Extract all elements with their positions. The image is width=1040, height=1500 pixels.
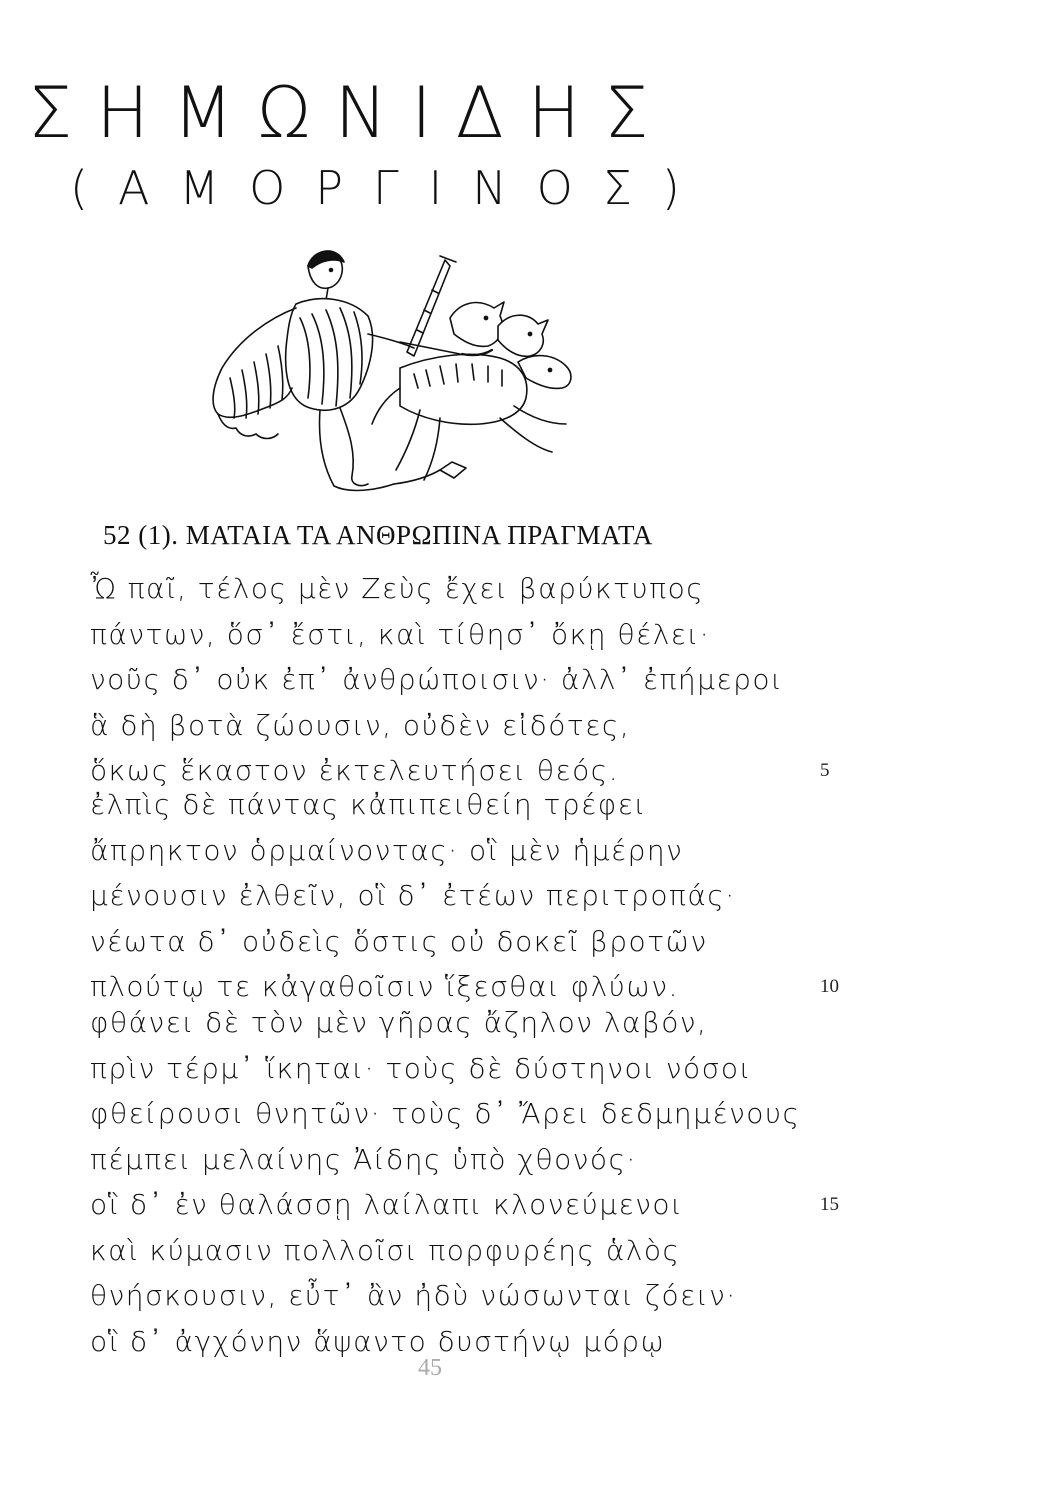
verse-text: πέμπει μελαίνης Ἀίδης ὑπὸ χθονός·: [90, 1142, 637, 1176]
author-subtitle: (ΑΜΟΡΓΙΝΟΣ): [70, 161, 710, 215]
verse-text: οἳ δ᾽ ἀγχόνην ἅψαντο δυστήνῳ μόρῳ: [90, 1324, 666, 1358]
verse-line: [90, 1182, 890, 1228]
verse-text: οἳ δ᾽ ἐν θαλάσσῃ λαίλαπι κλονεύμενοι: [90, 1188, 684, 1221]
verse-text: ὅκως ἕκαστον ἐκτελευτήσει θεός.: [90, 754, 620, 787]
verse-line: [90, 566, 890, 612]
stanza-3: [90, 1000, 890, 1364]
verse-text: ἄπρηκτον ὁρμαίνοντας· οἳ μὲν ἡμέρην: [90, 833, 684, 867]
stanza-2: [90, 782, 890, 1010]
verse-text: καὶ κύμασιν πολλοῖσι πορφυρέης ἁλὸς: [90, 1233, 681, 1267]
verse-text: νέωτα δ᾽ οὐδεὶς ὅστις οὐ δοκεῖ βροτῶν: [90, 924, 708, 958]
verse-text: φθάνει δὲ τὸν μὲν γῆρας ἄζηλον λαβόν,: [90, 1006, 708, 1039]
author-title: ΣΗΜΩΝΙΔΗΣ: [28, 72, 673, 154]
verse-text: πρὶν τέρμ᾽ ἵκηται· τοὺς δὲ δύστηνοι νόσοι: [90, 1051, 752, 1085]
verse-line: [90, 1228, 890, 1274]
verse-line: [90, 919, 890, 965]
verse-line: [90, 1319, 890, 1365]
line-number: 15: [820, 1194, 839, 1215]
verse-line: [90, 1000, 890, 1046]
verse-line: [90, 873, 890, 919]
verse-text: θνήσκουσιν, εὖτ᾽ ἂν ἠδὺ νώσωνται ζόειν·: [90, 1279, 737, 1312]
line-number: 10: [820, 976, 839, 997]
verse-line: [90, 1137, 890, 1183]
verse-line: [90, 1091, 890, 1137]
verse-text: ἐλπὶς δὲ πάντας κἀπιπειθείη τρέφει: [90, 788, 647, 821]
verse-line: [90, 1046, 890, 1092]
verse-text: φθείρουσι θνητῶν· τοὺς δ᾽ Ἄρει δεδμημένους: [90, 1097, 801, 1130]
verse-text: πλούτῳ τε κἀγαθοῖσιν ἵξεσθαι φλύων.: [90, 970, 679, 1003]
verse-line: [90, 782, 890, 828]
stanza-1: [90, 566, 890, 794]
verse-text: μένουσιν ἐλθεῖν, οἳ δ᾽ ἐτέων περιτροπάς·: [90, 879, 736, 912]
line-number: 5: [820, 760, 830, 781]
verse-text: πάντων, ὅσ᾽ ἔστι, καὶ τίθησ᾽ ὄκῃ θέλει·: [90, 617, 711, 651]
youth-with-dogs-vase-drawing-icon: [200, 238, 590, 508]
verse-text: νοῦς δ᾽ οὐκ ἐπ᾽ ἀνθρώποισιν· ἀλλ᾽ ἐπήμεροι: [90, 663, 784, 696]
verse-line: [90, 1273, 890, 1319]
page-number: 45: [418, 1355, 442, 1381]
verse-line: [90, 657, 890, 703]
verse-line: [90, 612, 890, 658]
verse-text: Ὦ παῖ, τέλος μὲν Ζεὺς ἔχει βαρύκτυπος: [90, 572, 705, 605]
verse-text: ἃ δὴ βοτὰ ζώουσιν, οὐδὲν εἰδότες,: [90, 708, 631, 742]
verse-line: [90, 703, 890, 749]
poem-heading: 52 (1). ΜΑΤΑΙΑ ΤΑ ΑΝΘΡΩΠΙΝΑ ΠΡΑΓΜΑΤΑ: [103, 520, 653, 550]
verse-line: [90, 828, 890, 874]
